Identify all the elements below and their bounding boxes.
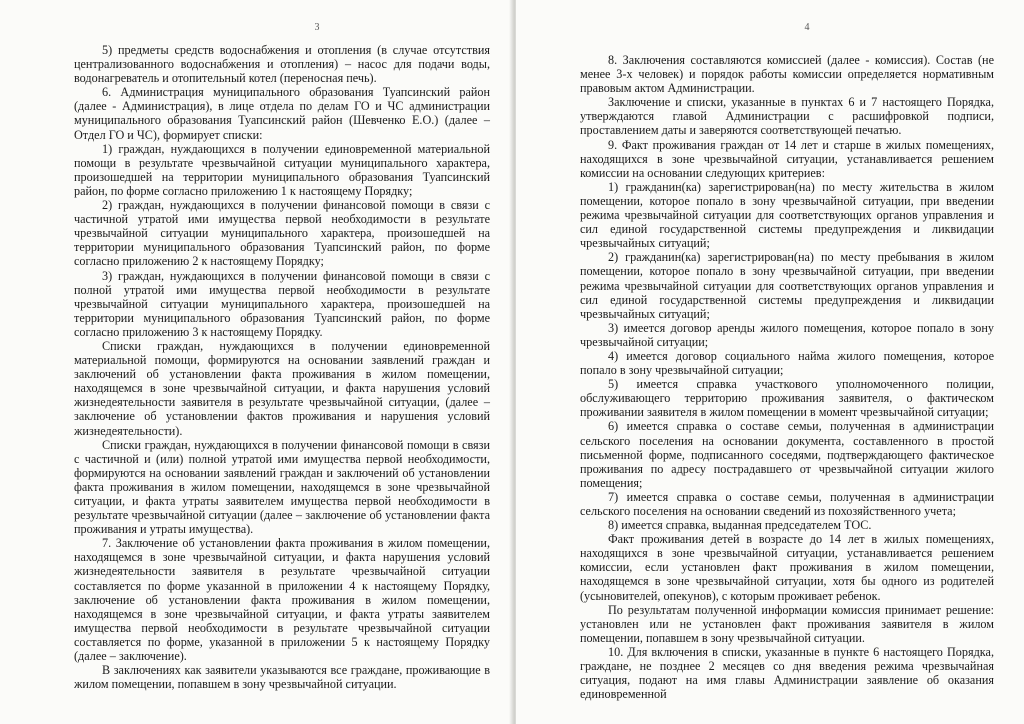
paragraph: Факт проживания детей в возрасте до 14 лет в жилых помещениях, находящихся в зоне чрезвычайной ситуации, устанавливается решением комиссии, если установлен факт проживания в жилом помещении, находящемся в зоне чрезвычайной ситуации, хотя бы одного из родителей (усыновителей, опекунов), с которым проживает ребенок. — [580, 532, 994, 603]
paragraph: 5) имеется справка участкового уполномоченного полиции, обслуживающего территорию проживания заявителя, о фактическом проживании заявителя в жилом помещении в момент чрезвычайной ситуации; — [580, 377, 994, 420]
paragraph: 4) имеется договор социального найма жилого помещения, которое попало в зону чрезвычайной ситуации; — [580, 348, 994, 378]
paragraph: 7. Заключение об установлении факта проживания в жилом помещении, находящемся в зоне чрезвычайной ситуации, и факта нарушения условий жизнедеятельности заявителя в результате чрезвычайной ситуации составляется по форме указанной в приложении 4 к настоящему Порядку, заключение об установлении факта проживания в жилом помещении, находящемся в зоне чрезвычайной ситуации, и факта утраты заявителем имущества первой необходимости в результате чрезвычайной ситуации составляется по форме, указанной в приложении 5 к настоящему Порядку (далее – заключение). — [74, 536, 490, 664]
paragraph: 7) имеется справка о составе семьи, полученная в администрации сельского поселения на основании сведений из похозяйственного учета; — [580, 489, 994, 518]
paragraph: 2) граждан, нуждающихся в получении финансовой помощи в связи с частичной утратой ими имущества первой необходимости в результате чрезвычайной ситуации муниципального характера, произошедшей на территории муниципального образования Туапсинский район, по форме согласно приложению 2 к настоящему Порядку; — [74, 198, 490, 269]
paragraph: Списки граждан, нуждающихся в получении единовременной материальной помощи, формируются на основании заявлений граждан и заключений об установлении факта проживания в жилом помещении, находящемся в зоне чрезвычайной ситуации, и факта нарушения условий жизнедеятельности заявителя в результате чрезвычайной ситуации, (далее – заключение об установлении фактов проживания и нарушения условий жизнедеятельности). — [74, 338, 490, 438]
paragraph: 8) имеется справка, выданная председателем ТОС. — [608, 518, 872, 533]
paragraph: 8. Заключения составляются комиссией (далее - комиссия). Состав (не менее 3-х человек) и порядок работы комиссии определяется нормативным правовым актом Администрации. — [580, 53, 994, 96]
paragraph: Списки граждан, нуждающихся в получении финансовой помощи в связи с частичной и (или) полной утратой ими имущества первой необходимости, формируются на основании заявлений граждан и заключений об установлении факта проживания в жилом помещении, находящемся в зоне чрезвычайной ситуации, и факта утраты заявителем имущества первой необходимости в результате чрезвычайной ситуации (далее – заключение об установлении факта проживания и утраты имущества). — [74, 437, 490, 537]
page-body — [580, 53, 994, 701]
paragraph: 9. Факт проживания граждан от 14 лет и старше в жилых помещениях, находящихся в зоне чрезвычайной ситуации, устанавливается решением комиссии на основании следующих критериев: — [580, 137, 994, 180]
paragraph: 5) предметы средств водоснабжения и отопления (в случае отсутствия централизованного водоснабжения и отопления) – насос для подачи воды, водонагреватель и отопительный котел (переносная печь). — [74, 43, 490, 86]
paragraph: В заключениях как заявители указываются все граждане, проживающие в жилом помещении, попавшем в зону чрезвычайной ситуации. — [74, 663, 490, 692]
page-body — [74, 43, 490, 691]
page-number: 3 — [314, 22, 320, 33]
paragraph: Заключение и списки, указанные в пунктах 6 и 7 настоящего Порядка, утверждаются главой Администрации с расшифровкой подписи, проставлением даты и заверяются соответствующей печатью. — [580, 95, 994, 138]
paragraph: 3) имеется договор аренды жилого помещения, которое попало в зону чрезвычайной ситуации; — [580, 320, 994, 349]
paragraph: По результатам полученной информации комиссия принимает решение: установлен или не установлен факт проживания заявителя в жилом помещении, попавшем в зону чрезвычайной ситуации. — [580, 602, 994, 645]
paragraph: 1) граждан, нуждающихся в получении единовременной материальной помощи в результате чрезвычайной ситуации муниципального характера, произошедшей на территории муниципального образования Туапсинский район, по форме согласно приложению 1 к настоящему Порядку; — [74, 141, 490, 198]
paragraph: 1) гражданин(ка) зарегистрирован(на) по месту жительства в жилом помещении, которое попало в зону чрезвычайной ситуации, при введении режима чрезвычайной ситуации для соответствующих органов управления и сил единой государственной системы предупреждения и ликвидации чрезвычайных ситуаций; — [580, 179, 994, 251]
paragraph: 6. Администрация муниципального образования Туапсинский район (далее - Администрация), в лице отдела по делам ГО и ЧС администрации муниципального образования Туапсинский район (Шевченко Е.О.) (далее – Отдел ГО и ЧС), формирует списки: — [74, 85, 490, 142]
paragraph: 6) имеется справка о составе семьи, полученная в администрации сельского поселения на основании документа, составленного в простой письменной форме, подписанного соседями, подтверждающего фактическое проживания по адресу пострадавшего от чрезвычайной ситуации жилого помещения; — [580, 419, 994, 490]
paragraph: 10. Для включения в списки, указанные в пункте 6 настоящего Порядка, граждане, не позднее 2 месяцев со дня введения режима чрезвычайная ситуация, подают на имя главы Администрации заявление об оказания единовременной — [580, 644, 994, 702]
paragraph: 3) граждан, нуждающихся в получении финансовой помощи в связи с полной утратой ими имущества первой необходимости в результате чрезвычайной ситуации муниципального характера, произошедшей на территории муниципального образования Туапсинский район, по форме согласно приложению 3 к настоящему Порядку. — [74, 268, 490, 339]
paragraph: 2) гражданин(ка) зарегистрирован(на) по месту пребывания в жилом помещении, которое попало в зону чрезвычайной ситуации, при введении режима чрезвычайной ситуации для соответствующих органов управления и сил единой государственной системы предупреждения и ликвидации чрезвычайных ситуаций; — [580, 250, 994, 321]
page-number: 4 — [804, 22, 810, 33]
right-page — [516, 0, 1024, 724]
